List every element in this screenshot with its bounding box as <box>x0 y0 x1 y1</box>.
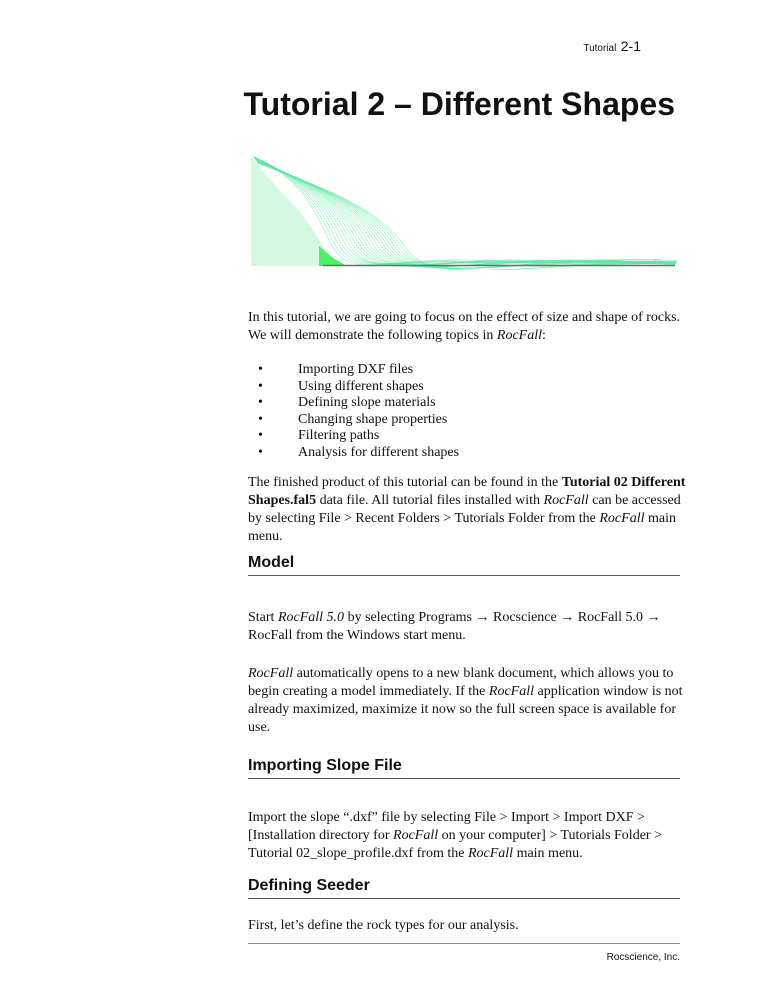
list-item: • Importing DXF files <box>258 362 459 379</box>
seeder-paragraph: First, let’s define the rock types for our analysis. <box>248 918 519 933</box>
import-paragraph: Import the slope “.dxf” file by selecting File > Import > Import DXF > [Installation directory for RocFall on your computer] > Tutorials Folder > Tutorial 02_slope_profile.dxf from the RocFall main menu. <box>248 810 662 861</box>
topics-list <box>258 362 459 461</box>
page-number: 2-1 <box>620 38 641 54</box>
rockfall-paths-graphic <box>249 150 677 270</box>
section-heading-importing: Importing Slope File <box>248 757 680 779</box>
section-importing-slope-file <box>248 757 680 779</box>
footer-text: Rocscience, Inc. <box>606 952 680 963</box>
running-header <box>583 38 641 56</box>
list-item: • Changing shape properties <box>258 412 459 429</box>
auto-open-paragraph: RocFall automatically opens to a new blank document, which allows you to begin creating a model immediately. If the RocFall application window is not already maximized, maximize it now so the full screen space is available for use. <box>248 666 683 735</box>
section-defining-seeder <box>248 877 680 899</box>
page-title: Tutorial 2 – Different Shapes <box>243 86 675 122</box>
header-label: Tutorial <box>583 43 617 54</box>
finished-product-paragraph: The finished product of this tutorial can be found in the Tutorial 02 Different Shapes.fal5 data file. All tutorial files installed with RocFall can be accessed by selecting File > Recent Folders > Tutorials Folder from the RocFall main menu. <box>248 475 686 544</box>
list-item: • Filtering paths <box>258 428 459 445</box>
start-paragraph: Start RocFall 5.0 by selecting Programs → Rocscience → RocFall 5.0 → RocFall from the Windows start menu. <box>248 610 661 643</box>
data-file-name: Tutorial 02 Different Shapes.fal5 <box>248 475 686 508</box>
list-item: • Defining slope materials <box>258 395 459 412</box>
section-heading-model: Model <box>248 554 680 576</box>
section-heading-seeder: Defining Seeder <box>248 877 680 899</box>
rockfall-paths-figure <box>249 150 677 270</box>
footer-rule <box>248 943 680 944</box>
section-model <box>248 554 680 576</box>
list-item: • Using different shapes <box>258 379 459 396</box>
slope-fill-layer <box>251 155 347 266</box>
intro-paragraph: In this tutorial, we are going to focus on the effect of size and shape of rocks. We will demonstrate the following topics in RocFall: <box>248 310 681 343</box>
list-item: • Analysis for different shapes <box>258 445 459 462</box>
